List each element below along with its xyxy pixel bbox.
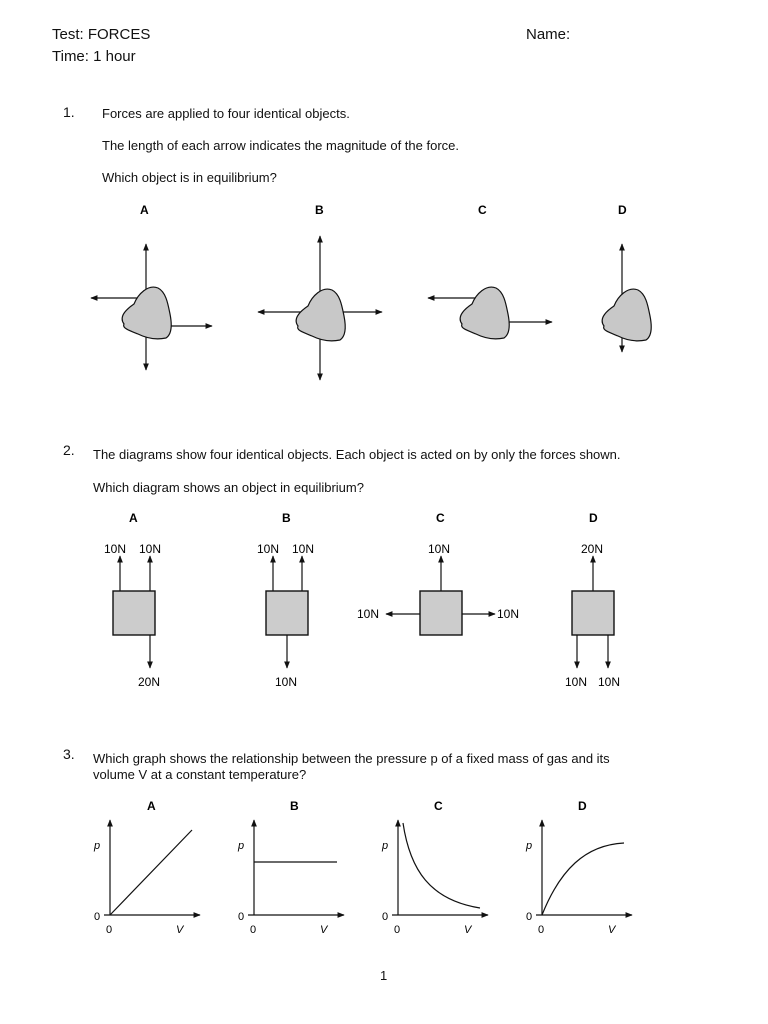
q1-object-d bbox=[602, 244, 651, 352]
q3-label-d: D bbox=[578, 799, 587, 813]
q1-label-c: C bbox=[478, 203, 487, 217]
q2-line1: The diagrams show four identical objects. Each object is acted on by only the forces shown. bbox=[93, 447, 621, 462]
q3-d-origin-x: 0 bbox=[538, 924, 545, 936]
q1-number: 1. bbox=[63, 104, 75, 120]
q2-label-c: C bbox=[436, 511, 445, 525]
q2-label-d: D bbox=[589, 511, 598, 525]
q3-line1: Which graph shows the relationship between the pressure p of a fixed mass of gas and its bbox=[93, 751, 610, 766]
q2-label-a: A bbox=[129, 511, 138, 525]
test-title: Test: FORCES bbox=[52, 26, 151, 43]
q2-d-force-bottom-right: 10N bbox=[598, 675, 621, 689]
q2-d-force-top: 20N bbox=[581, 542, 604, 556]
page-number: 1 bbox=[380, 968, 388, 983]
q2-c-force-top: 10N bbox=[428, 542, 451, 556]
q3-a-origin-x: 0 bbox=[106, 924, 113, 936]
q3-c-origin-x: 0 bbox=[394, 924, 401, 936]
q2-object-b bbox=[257, 542, 314, 689]
q3-graph-d bbox=[525, 820, 632, 936]
q3-c-origin-y: 0 bbox=[382, 911, 389, 923]
q3-b-origin-y: 0 bbox=[238, 911, 245, 923]
name-label: Name: bbox=[526, 26, 571, 43]
q3-graph-b bbox=[237, 820, 344, 936]
q2-b-force-top-left: 10N bbox=[257, 542, 280, 556]
q1-line1: Forces are applied to four identical objects. bbox=[102, 106, 350, 121]
q1-label-b: B bbox=[315, 203, 324, 217]
q2-object-a bbox=[104, 542, 161, 689]
q3-d-origin-y: 0 bbox=[526, 911, 533, 923]
q3-c-x-label: V bbox=[464, 924, 472, 936]
q2-number: 2. bbox=[63, 442, 75, 458]
q2-b-force-bottom: 10N bbox=[275, 675, 298, 689]
q2-line2: Which diagram shows an object in equilibrium? bbox=[93, 480, 364, 495]
q1-object-c bbox=[428, 287, 552, 339]
q2-c-force-left: 10N bbox=[357, 607, 380, 621]
q2-a-force-bottom: 20N bbox=[138, 675, 161, 689]
q3-label-b: B bbox=[290, 799, 299, 813]
q3-b-y-label: p bbox=[238, 840, 245, 852]
q2-a-force-top-right: 10N bbox=[139, 542, 162, 556]
q1-line2: The length of each arrow indicates the magnitude of the force. bbox=[102, 138, 459, 153]
q2-b-force-top-right: 10N bbox=[292, 542, 315, 556]
q2-a-force-top-left: 10N bbox=[104, 542, 127, 556]
q2-object-c bbox=[357, 542, 519, 635]
q3-number: 3. bbox=[63, 746, 75, 762]
q3-d-y-label: p bbox=[526, 840, 533, 852]
q3-a-y-label: p bbox=[94, 840, 101, 852]
q3-graph-c bbox=[381, 820, 488, 936]
q2-c-force-right: 10N bbox=[497, 607, 520, 621]
q3-graph-a bbox=[93, 820, 200, 936]
q3-a-x-label: V bbox=[176, 924, 184, 936]
q3-a-origin-y: 0 bbox=[94, 911, 101, 923]
q3-c-y-label: p bbox=[382, 840, 389, 852]
q3-b-x-label: V bbox=[320, 924, 328, 936]
q3-b-origin-x: 0 bbox=[250, 924, 257, 936]
q3-label-a: A bbox=[147, 799, 156, 813]
q2-label-b: B bbox=[282, 511, 291, 525]
q2-object-d bbox=[565, 542, 620, 689]
q2-d-force-bottom-left: 10N bbox=[565, 675, 588, 689]
q1-object-a bbox=[91, 244, 212, 370]
q1-label-a: A bbox=[140, 203, 149, 217]
q3-label-c: C bbox=[434, 799, 443, 813]
q3-line2: volume V at a constant temperature? bbox=[93, 767, 307, 782]
q1-label-d: D bbox=[618, 203, 627, 217]
q3-d-x-label: V bbox=[608, 924, 616, 936]
q1-line3: Which object is in equilibrium? bbox=[102, 170, 277, 185]
test-time: Time: 1 hour bbox=[52, 48, 136, 65]
q1-object-b bbox=[258, 236, 382, 380]
